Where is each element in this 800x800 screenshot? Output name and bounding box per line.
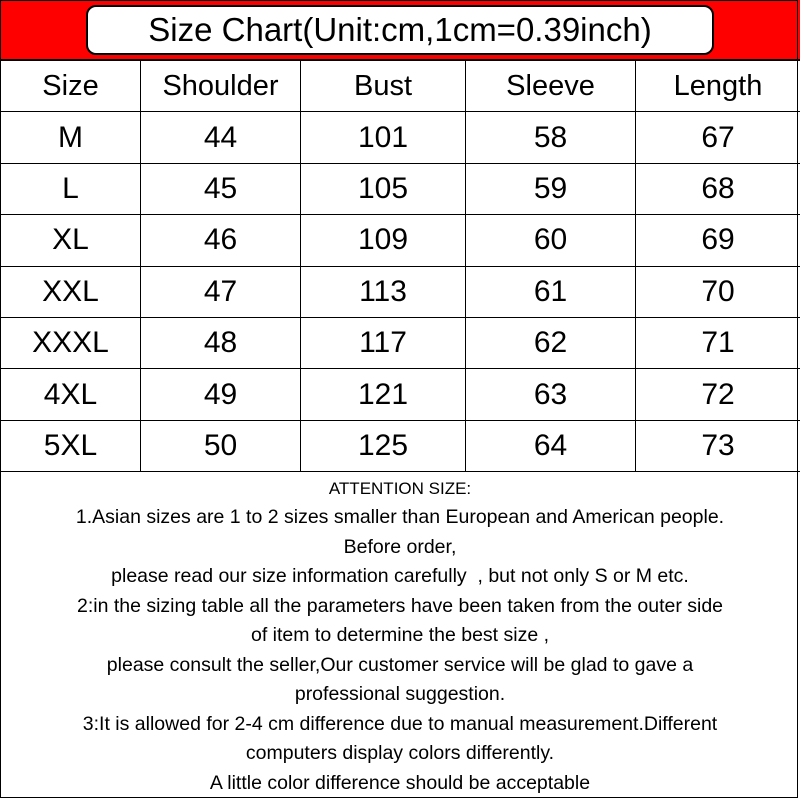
note-line: please consult the seller,Our customer service will be glad to gave a [106, 653, 694, 676]
cell-sleeve: 63 [466, 369, 636, 420]
cell-size: 5XL [1, 420, 141, 471]
cell-shoulder: 46 [141, 215, 301, 266]
note-line: 3:It is allowed for 2-4 cm difference due to manual measurement.Different [82, 712, 718, 735]
cell-size: 4XL [1, 369, 141, 420]
cell-sleeve: 59 [466, 163, 636, 214]
cell-shoulder: 44 [141, 112, 301, 163]
cell-length: 68 [636, 163, 800, 214]
cell-length: 71 [636, 317, 800, 368]
cell-shoulder: 45 [141, 163, 301, 214]
note-line: A little color difference should be acceptable [209, 771, 591, 794]
cell-shoulder: 49 [141, 369, 301, 420]
cell-bust: 105 [301, 163, 466, 214]
header-bust: Bust [301, 61, 466, 112]
cell-size: M [1, 112, 141, 163]
note-line: 2:in the sizing table all the parameters have been taken from the outer side [76, 594, 724, 617]
cell-bust: 101 [301, 112, 466, 163]
note-line: 1.Asian sizes are 1 to 2 sizes smaller than European and American people. [75, 506, 725, 528]
cell-bust: 125 [301, 420, 466, 471]
header-size: Size [1, 61, 141, 112]
cell-size: XXXL [1, 317, 141, 368]
cell-shoulder: 47 [141, 266, 301, 317]
page-title: Size Chart(Unit:cm,1cm=0.39inch) [86, 5, 714, 55]
cell-sleeve: 64 [466, 420, 636, 471]
cell-bust: 117 [301, 317, 466, 368]
note-line: please read our size information carefully , but not only S or M etc. [111, 565, 689, 587]
cell-length: 73 [636, 420, 800, 471]
note-line: professional suggestion. [294, 683, 506, 705]
cell-sleeve: 58 [466, 112, 636, 163]
notes-heading: ATTENTION SIZE: [328, 479, 472, 498]
header-sleeve: Sleeve [466, 61, 636, 112]
cell-sleeve: 61 [466, 266, 636, 317]
cell-length: 70 [636, 266, 800, 317]
note-line: computers display colors differently. [245, 742, 555, 764]
note-line: Before order, [343, 535, 457, 558]
cell-bust: 113 [301, 266, 466, 317]
cell-shoulder: 50 [141, 420, 301, 471]
cell-size: XL [1, 215, 141, 266]
cell-length: 72 [636, 369, 800, 420]
cell-bust: 109 [301, 215, 466, 266]
header-shoulder: Shoulder [141, 61, 301, 112]
cell-sleeve: 62 [466, 317, 636, 368]
cell-size: L [1, 163, 141, 214]
cell-shoulder: 48 [141, 317, 301, 368]
header-length: Length [636, 61, 800, 112]
cell-bust: 121 [301, 369, 466, 420]
note-line: of item to determine the best size , [250, 624, 550, 646]
cell-length: 67 [636, 112, 800, 163]
cell-size: XXL [1, 266, 141, 317]
cell-length: 69 [636, 215, 800, 266]
cell-sleeve: 60 [466, 215, 636, 266]
